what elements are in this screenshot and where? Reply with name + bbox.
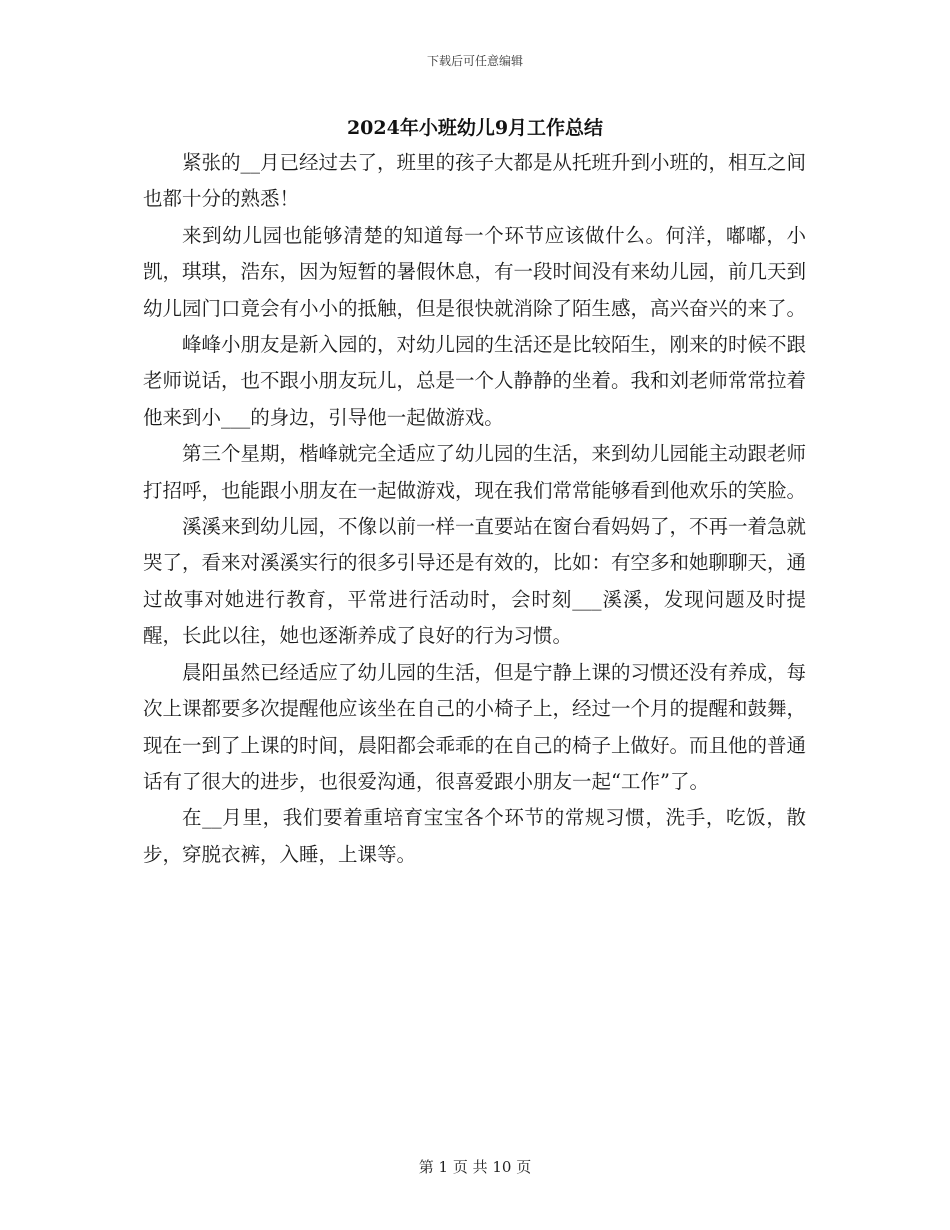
document-body (143, 145, 806, 873)
paragraph-1: 紧张的__月已经过去了，班里的孩子大都是从托班升到小班的，相互之间也都十分的熟悉！ (143, 151, 807, 211)
page-number-footer: 第 1 页 共 10 页 (418, 1158, 532, 1176)
paragraph-2: 来到幼儿园也能够清楚的知道每一个环节应该做什么。何洋，嘟嘟，小凯，琪琪，浩东，因为短暂的暑假休息，有一段时间没有来幼儿园，前几天到幼儿园门口竟会有小小的抵触，但是很快就消除了陌生感，高兴奋兴的来了。 (143, 223, 807, 320)
paragraph-5: 溪溪来到幼儿园，不像以前一样一直要站在窗台看妈妈了，不再一着急就哭了，看来对溪溪实行的很多引导还是有效的，比如：有空多和她聊聊天，通过故事对她进行教育，平常进行活动时，会时刻___溪溪，发现问题及时提醒，长此以往，她也逐渐养成了良好的行为习惯。 (143, 515, 807, 648)
paragraph-7: 在__月里，我们要着重培育宝宝各个环节的常规习惯，洗手，吃饭，散步，穿脱衣裤，入睡，上课等。 (143, 806, 806, 866)
paragraph-3: 峰峰小朋友是新入园的，对幼儿园的生活还是比较陌生，刚来的时候不跟老师说话，也不跟小朋友玩儿，总是一个人静静的坐着。我和刘老师常常拉着他来到小___的身边，引导他一起做游戏。 (143, 333, 807, 429)
paragraph-6: 晨阳虽然已经适应了幼儿园的生活，但是宁静上课的习惯还没有养成，每次上课都要多次提醒他应该坐在自己的小椅子上，经过一个月的提醒和鼓舞，现在一到了上课的时间，晨阳都会乖乖的在自己的椅子上做好。而且他的普通话有了很大的进步，也很爱沟通，很喜爱跟小朋友一起“工作”了。 (143, 660, 807, 793)
page-header-note: 下载后可任意编辑 (426, 54, 523, 68)
document-title: 2024年小班幼儿9月工作总结 (346, 117, 604, 139)
paragraph-4: 第三个星期，楷峰就完全适应了幼儿园的生活，来到幼儿园能主动跟老师打招呼，也能跟小朋友在一起做游戏，现在我们常常能够看到他欢乐的笑脸。 (143, 442, 807, 502)
